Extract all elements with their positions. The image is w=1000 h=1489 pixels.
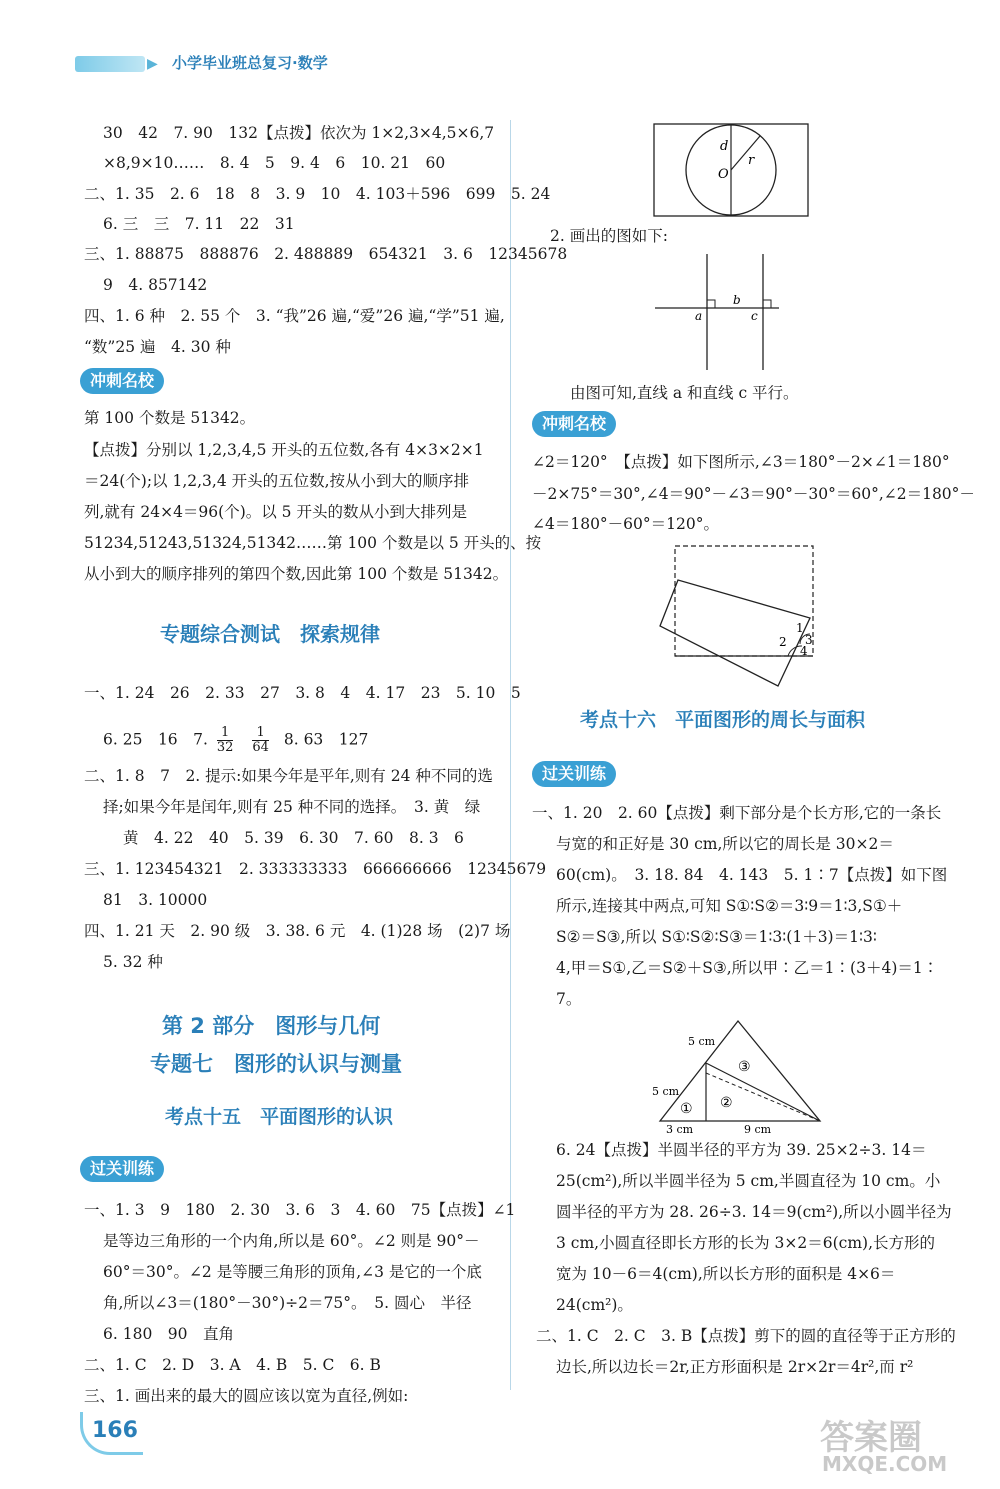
label-region-1: ① bbox=[680, 1101, 693, 1117]
answer-line: 边长,所以边长＝2r,正方形面积是 2r×2r＝4r²,而 r² bbox=[556, 1358, 914, 1376]
header-decoration-bar bbox=[75, 56, 145, 72]
label-c: c bbox=[751, 309, 758, 323]
answer-line: 7。 bbox=[556, 990, 582, 1008]
answer-line: 三、1. 123454321 2. 333333333 666666666 12345679 bbox=[84, 860, 547, 878]
answer-line: 三、1. 88875 888876 2. 488889 654321 3. 6 12345678 bbox=[84, 245, 568, 263]
part-title: 第 2 部分 图形与几何 bbox=[162, 1014, 381, 1038]
figure-circle-in-rectangle bbox=[650, 122, 812, 220]
kaodian-title: 考点十六 平面图形的周长与面积 bbox=[580, 709, 866, 731]
label-b: b bbox=[733, 293, 741, 307]
answer-line: 二、1. 8 7 2. 提示:如果今年是平年,则有 24 种不同的选 bbox=[84, 767, 493, 785]
kaodian-title: 考点十五 平面图形的认识 bbox=[165, 1106, 394, 1128]
label-o: O bbox=[718, 167, 729, 182]
answer-line: 24(cm²)。 bbox=[556, 1296, 633, 1314]
answer-line: 四、1. 6 种 2. 55 个 3. “我”26 遍,“爱”26 遍,“学”51 遍, bbox=[84, 307, 505, 325]
answer-line: S②＝S③,所以 S①∶S②∶S③＝1∶3∶(1＋3)＝1∶3∶ bbox=[556, 928, 877, 946]
answer-line: 81 3. 10000 bbox=[103, 891, 208, 909]
label-angle-2: 2 bbox=[779, 635, 787, 649]
figure-triangle-areas bbox=[648, 1015, 828, 1135]
answer-line: 【点拨】分别以 1,2,3,4,5 开头的五位数,各有 4×3×2×1 bbox=[84, 441, 484, 459]
header-arrow-icon: ▶ bbox=[147, 56, 158, 72]
answer-line: 3 cm,小圆直径即长方形的长为 3×2＝6(cm),长方形的 bbox=[556, 1234, 935, 1252]
label-angle-3: 3 bbox=[805, 633, 813, 647]
answer-line: 所示,连接其中两点,可知 S①∶S②＝3∶9＝1∶3,S①＋ bbox=[556, 897, 903, 915]
label-left-side: 5 cm bbox=[652, 1085, 680, 1098]
fraction-1-32 bbox=[217, 726, 234, 755]
answer-line: “数”25 遍 4. 30 种 bbox=[84, 338, 231, 356]
answer-line: 第 100 个数是 51342。 bbox=[84, 409, 256, 427]
figure-parallel-lines bbox=[655, 250, 780, 372]
label-region-2: ② bbox=[720, 1095, 733, 1111]
badge-sprint: 冲刺名校 bbox=[80, 368, 164, 394]
answer-line: 角,所以∠3＝(180°－30°)÷2＝75°。 5. 圆心 半径 bbox=[103, 1294, 472, 1312]
label-r: r bbox=[748, 153, 755, 168]
answer-line: 一、1. 3 9 180 2. 30 3. 6 3 4. 60 75【点拨】∠1 bbox=[84, 1201, 516, 1219]
answer-line: 四、1. 21 天 2. 90 级 3. 38. 6 元 4. (1)28 场 (2)7 场 bbox=[84, 922, 511, 940]
label-base-1: 3 cm bbox=[666, 1123, 694, 1135]
answer-line: 5. 32 种 bbox=[103, 953, 163, 971]
answer-line: 25(cm²),所以半圆半径为 5 cm,半圆直径为 10 cm。小 bbox=[556, 1172, 941, 1190]
fraction-prefix: 6. 25 16 7. bbox=[103, 730, 208, 749]
answer-line: 列,就有 24×4＝96(个)。以 5 开头的数从小到大排列是 bbox=[84, 503, 467, 521]
answer-line: ∠2＝120° 【点拨】如下图所示,∠3＝180°－2×∠1＝180° bbox=[532, 453, 950, 471]
label-d: d bbox=[720, 139, 729, 154]
answer-line: 一、1. 20 2. 60【点拨】剩下部分是个长方形,它的一条长 bbox=[532, 804, 942, 822]
answer-line: 9 4. 857142 bbox=[103, 276, 208, 294]
answer-line: 2. 画出的图如下: bbox=[550, 227, 668, 245]
answer-line: 圆半径的平方为 28. 26÷3. 14＝9(cm²),所以小圆半径为 bbox=[556, 1203, 952, 1221]
answer-line: 由图可知,直线 a 和直线 c 平行。 bbox=[570, 384, 799, 402]
answer-line: 择;如果今年是闰年,则有 25 种不同的选择。 3. 黄 绿 bbox=[103, 798, 481, 816]
answer-line: 二、1. C 2. C 3. B【点拨】剪下的圆的直径等于正方形的 bbox=[536, 1327, 956, 1345]
answer-line: 一、1. 24 26 2. 33 27 3. 8 4 4. 17 23 5. 10 5 bbox=[84, 684, 521, 702]
answer-line: 宽为 10－6＝4(cm),所以长方形的面积是 4×6＝ bbox=[556, 1265, 896, 1283]
label-a: a bbox=[695, 309, 703, 323]
answer-line: 60(cm)。 3. 18. 84 4. 143 5. 1∶7【点拨】如下图 bbox=[556, 866, 948, 884]
watermark-url: MXQE.COM bbox=[822, 1452, 948, 1476]
header-title: 小学毕业班总复习·数学 bbox=[172, 54, 328, 72]
fraction-suffix: 8. 63 127 bbox=[283, 730, 369, 749]
fraction-1-64 bbox=[252, 726, 269, 755]
answer-line: ×8,9×10…… 8. 4 5 9. 4 6 10. 21 60 bbox=[103, 154, 446, 172]
answer-line: 51234,51243,51324,51342……第 100 个数是以 5 开头的、按 bbox=[84, 534, 542, 552]
badge-training: 过关训练 bbox=[80, 1156, 164, 1182]
answer-line: 二、1. 35 2. 6 18 8 3. 9 10 4. 103＋596 699 5. 24 bbox=[84, 185, 551, 203]
label-angle-4: 4 bbox=[800, 644, 808, 658]
label-region-3: ③ bbox=[738, 1059, 751, 1075]
fraction-line bbox=[103, 726, 368, 755]
answer-line: 30 42 7. 90 132【点拨】依次为 1×2,3×4,5×6,7 bbox=[103, 124, 495, 142]
answer-line: －2×75°＝30°,∠4＝90°－∠3＝90°－30°＝60°,∠2＝180°－ bbox=[532, 485, 975, 503]
fraction-numerator: 1 bbox=[217, 726, 234, 741]
topic-title: 专题七 图形的认识与测量 bbox=[150, 1052, 402, 1076]
badge-sprint: 冲刺名校 bbox=[532, 411, 616, 437]
section-title: 专题综合测试 探索规律 bbox=[160, 622, 380, 646]
answer-line: 是等边三角形的一个内角,所以是 60°。∠2 则是 90°－ bbox=[103, 1232, 480, 1250]
answer-line: 6. 24【点拨】半圆半径的平方为 39. 25×2÷3. 14＝ bbox=[556, 1141, 927, 1159]
answer-line: 6. 180 90 直角 bbox=[103, 1325, 235, 1343]
answer-line: ＝24(个);以 1,2,3,4 开头的五位数,按从小到大的顺序排 bbox=[84, 472, 470, 490]
answer-line: 从小到大的顺序排列的第四个数,因此第 100 个数是 51342。 bbox=[84, 565, 509, 583]
answer-line: 黄 4. 22 40 5. 39 6. 30 7. 60 8. 3 6 bbox=[123, 829, 464, 847]
fraction-numerator: 1 bbox=[252, 726, 269, 741]
answer-line: 4,甲＝S①,乙＝S②＋S③,所以甲∶乙＝1∶(3＋4)＝1∶ bbox=[556, 959, 939, 977]
fraction-denominator: 64 bbox=[252, 740, 269, 755]
answer-line: 60°＝30°。∠2 是等腰三角形的顶角,∠3 是它的一个底 bbox=[103, 1263, 482, 1281]
answer-line: 二、1. C 2. D 3. A 4. B 5. C 6. B bbox=[84, 1356, 381, 1374]
label-angle-1: 1 bbox=[796, 621, 804, 635]
answer-line: 三、1. 画出来的最大的圆应该以宽为直径,例如: bbox=[84, 1387, 409, 1405]
page-number: 166 bbox=[92, 1418, 138, 1443]
answer-line: 与宽的和正好是 30 cm,所以它的周长是 30×2＝ bbox=[556, 835, 894, 853]
label-base-2: 9 cm bbox=[744, 1123, 772, 1135]
fraction-denominator: 32 bbox=[216, 740, 234, 755]
figure-folded-rectangle bbox=[650, 540, 820, 690]
watermark-logo: 答案圈 bbox=[820, 1418, 922, 1458]
answer-line: ∠4＝180°－60°＝120°。 bbox=[532, 515, 719, 533]
label-top-side: 5 cm bbox=[688, 1035, 716, 1048]
answer-line: 6. 三 三 7. 11 22 31 bbox=[103, 215, 295, 233]
badge-training: 过关训练 bbox=[532, 761, 616, 787]
